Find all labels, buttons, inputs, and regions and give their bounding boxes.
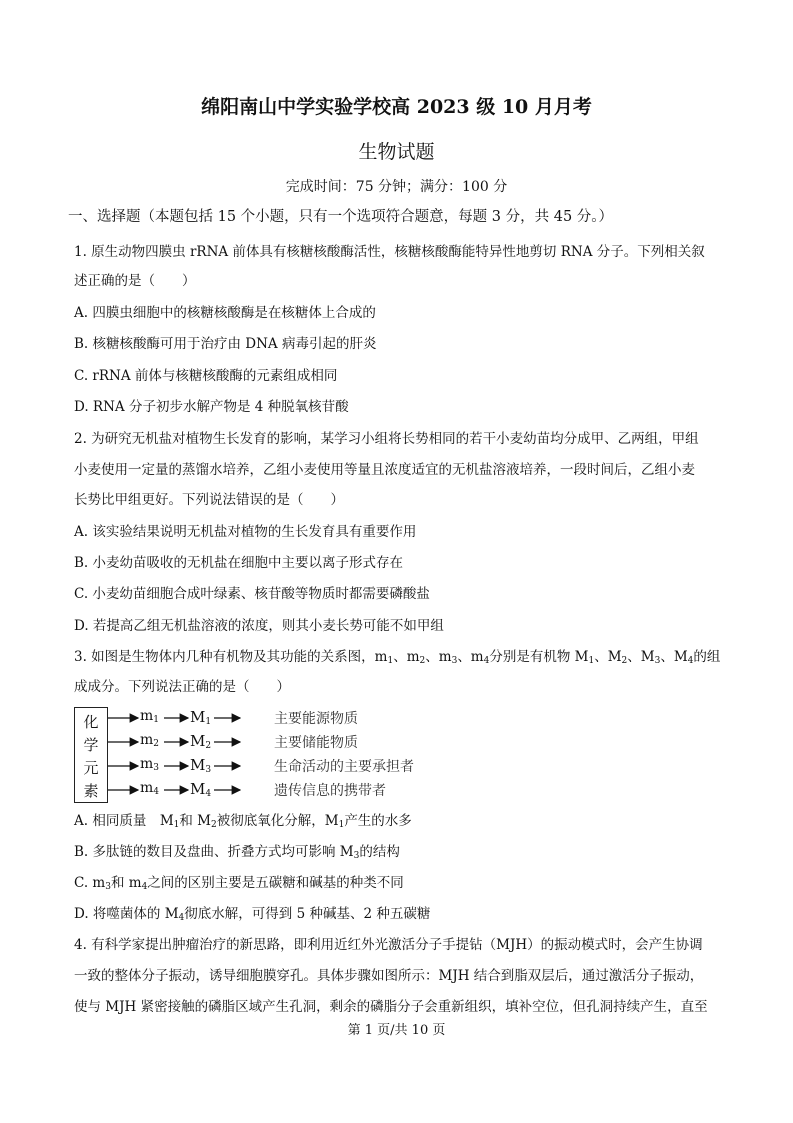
q1-option-a: A. 四膜虫细胞中的核糖核酸酶是在核糖体上合成的 <box>74 305 376 321</box>
q4-stem-line3: 使与 MJH 紧密接触的磷脂区域产生孔洞，剩余的磷脂分子会重新组织，填补空位，但孔洞持续产生，直至 <box>74 999 708 1015</box>
function-label: 生命活动的主要承担者 <box>274 759 414 775</box>
exam-title: 绵阳南山中学实验学校高 2023 级 10 月月考 <box>201 96 592 118</box>
q1-option-b: B. 核糖核酸酶可用于治疗由 DNA 病毒引起的肝炎 <box>74 336 377 352</box>
small-m: $m_3$ <box>140 756 160 773</box>
section-heading: 一、选择题（本题包括 15 个小题，只有一个选项符合题意，每题 3 分，共 45 分。） <box>68 209 614 225</box>
small-m: $m_4$ <box>140 780 160 797</box>
subject-title: 生物试题 <box>358 141 435 163</box>
q2-option-d: D. 若提高乙组无机盐溶液的浓度，则其小麦长势可能不如甲组 <box>74 618 444 634</box>
q2-option-c: C. 小麦幼苗细胞合成叶绿素、核苷酸等物质时都需要磷酸盐 <box>74 586 430 602</box>
q2-stem-line2: 小麦使用一定量的蒸馏水培养，乙组小麦使用等量且浓度适宜的无机盐溶液培养，一段时间后，乙组小麦 <box>74 462 695 478</box>
q4-stem-line2: 一致的整体分子振动，诱导细胞膜穿孔。具体步骤如图所示：MJH 结合到脂双层后，通过激活分子振动， <box>74 968 704 984</box>
big-m: $M_1$ <box>190 708 212 727</box>
q1-option-c: C. rRNA 前体与核糖核酸酶的元素组成相同 <box>74 368 338 384</box>
function-label: 遗传信息的携带者 <box>274 783 386 799</box>
page-number: 第 1 页/共 10 页 <box>347 1023 446 1038</box>
q2-option-b: B. 小麦幼苗吸收的无机盐在细胞中主要以离子形式存在 <box>74 555 404 571</box>
q3-option-b: B. 多肽链的数目及盘曲、折叠方式均可影响 $M_3$的结构 <box>74 844 400 861</box>
q3-stem-line1: 3. 如图是生物体内几种有机物及其功能的关系图，$m_1$、$m_2$、$m_3$、$m_4$分别是有机物 $M_1$、$M_2$、$M_3$、$M_4$的组 <box>74 649 721 666</box>
small-m: $m_2$ <box>140 732 160 749</box>
box-char: 化 <box>83 713 99 731</box>
small-m: $m_1$ <box>140 708 160 725</box>
q3-option-c: C. $m_3$和 $m_4$之间的区别主要是五碳糖和碱基的种类不同 <box>74 875 404 892</box>
q2-option-a: A. 该实验结果说明无机盐对植物的生长发育具有重要作用 <box>74 524 417 540</box>
function-label: 主要能源物质 <box>274 711 358 727</box>
big-m: $M_2$ <box>190 732 212 751</box>
big-m: $M_3$ <box>190 756 212 775</box>
box-char: 素 <box>83 782 99 800</box>
q4-stem-line1: 4. 有科学家提出肿瘤治疗的新思路，即利用近红外光激活分子手提钻（MJH）的振动模式时，会产生协调 <box>74 937 703 953</box>
box-char: 学 <box>83 736 99 754</box>
q1-stem-line2: 述正确的是（ ） <box>74 273 196 289</box>
q2-stem-line1: 2. 为研究无机盐对植物生长发育的影响，某学习小组将长势相同的若干小麦幼苗均分成甲、乙两组，甲组 <box>74 431 699 447</box>
q1-option-d: D. RNA 分子初步水解产物是 4 种脱氧核苷酸 <box>74 399 349 415</box>
function-label: 主要储能物质 <box>274 735 358 751</box>
q3-option-d: D. 将噬菌体的 $M_4$彻底水解，可得到 5 种碱基、2 种五碳糖 <box>74 906 431 923</box>
exam-meta: 完成时间：75 分钟；满分：100 分 <box>285 179 508 195</box>
q2-stem-line3: 长势比甲组更好。下列说法错误的是（ ） <box>74 492 344 508</box>
organic-matter-diagram <box>74 707 414 803</box>
q3-stem-line2: 成成分。下列说法正确的是（ ） <box>74 679 290 695</box>
q3-option-a: A. 相同质量 $M_1$和 $M_2$被彻底氧化分解，$M_1$产生的水多 <box>74 813 412 830</box>
big-m: $M_4$ <box>190 780 212 799</box>
q1-stem-line1: 1. 原生动物四膜虫 rRNA 前体具有核糖核酸酶活性，核糖核酸酶能特异性地剪切 RNA 分子。下列相关叙 <box>74 244 705 260</box>
box-char: 元 <box>83 759 99 777</box>
